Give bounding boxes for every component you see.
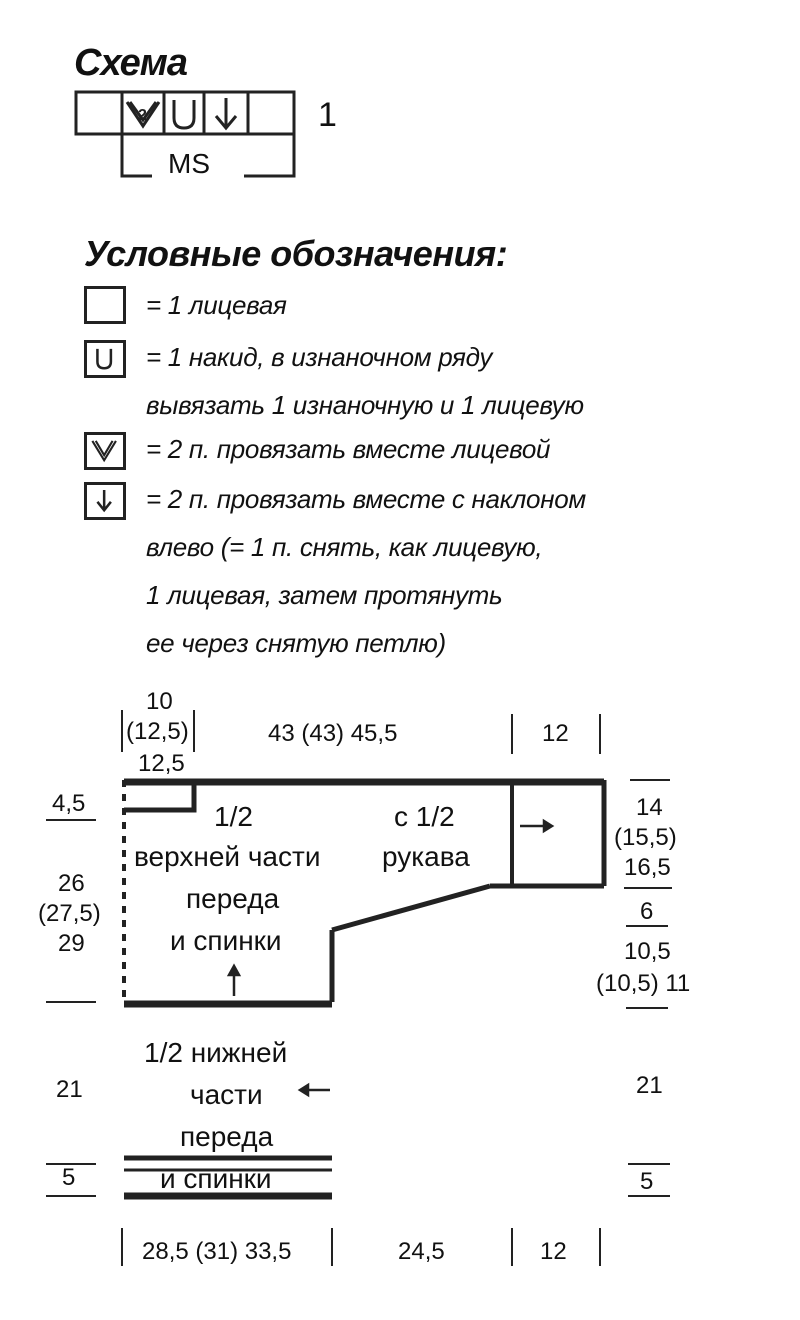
legend-item-ssk-line4: ее через снятую петлю) [146,628,446,658]
svg-text:2: 2 [138,107,147,124]
part-lower-line4: и спинки [160,1163,272,1194]
dim-lower-left: 21 [56,1076,83,1103]
repeat-label: MS [168,148,210,179]
dim-upper-3: 29 [58,930,85,957]
legend-item-yo-line2: вывязать 1 изнаночную и 1 лицевую [146,390,584,420]
dim-cuff-3: 16,5 [624,854,671,881]
dim-neck-3: 12,5 [138,750,185,777]
dim-neck-1: 10 [146,688,173,715]
ssk-icon [84,482,126,520]
part-lower-line3: переда [180,1121,274,1152]
part-sleeve-line2: рукава [382,841,470,872]
scheme-cell-empty-2 [248,92,294,134]
part-lower-line2: части [190,1079,263,1110]
scheme-title: Схема [74,42,188,84]
dim-bottom-body: 28,5 (31) 33,5 [142,1238,292,1265]
dim-side-2: (10,5) 11 [596,970,691,997]
part-upper-line1: 1/2 [214,801,253,832]
k2tog-icon [84,432,126,470]
dim-slope: 6 [640,898,654,925]
dim-lower-right: 21 [636,1072,663,1099]
yarn-over-icon [84,340,126,378]
part-upper-line3: переда [186,883,280,914]
legend-item-k2tog: = 2 п. провязать вместе лицевой [146,434,551,464]
empty-square-icon [84,286,126,324]
dim-neck-2: (12,5) [126,718,189,745]
legend-title: Условные обозначения: [84,233,508,274]
dim-bottom-cuff: 12 [540,1238,567,1265]
legend-item-knit: = 1 лицевая [146,290,287,320]
dimension-ticks [46,710,672,1266]
dim-upper-2: (27,5) [38,900,101,927]
dim-cuff-2: (15,5) [614,824,677,851]
scheme-cell-empty [76,92,122,134]
legend-item-ssk-line2: влево (= 1 п. снять, как лицевую, [146,532,543,562]
part-sleeve-line1: с 1/2 [394,801,455,832]
dim-hem-left: 5 [62,1164,76,1191]
part-lower-line1: 1/2 нижней [144,1037,288,1068]
legend-item-yo-line1: = 1 накид, в изнаночном ряду [146,342,493,372]
legend-item-ssk-line3: 1 лицевая, затем протянуть [146,580,503,610]
dim-collar: 4,5 [52,790,86,817]
dim-bottom-sleeve: 24,5 [398,1238,445,1265]
part-upper-line2: верхней части [134,841,321,872]
dim-cuff-1: 14 [636,794,663,821]
dim-hem-right: 5 [640,1168,654,1195]
dim-side-1: 10,5 [624,938,671,965]
dim-top-cuff: 12 [542,720,569,747]
dim-top-width: 43 (43) 45,5 [268,720,398,747]
legend-item-ssk-line1: = 2 п. провязать вместе с наклоном [146,484,586,514]
row-number: 1 [318,96,337,134]
part-upper-line4: и спинки [170,925,282,956]
dim-upper-1: 26 [58,870,85,897]
